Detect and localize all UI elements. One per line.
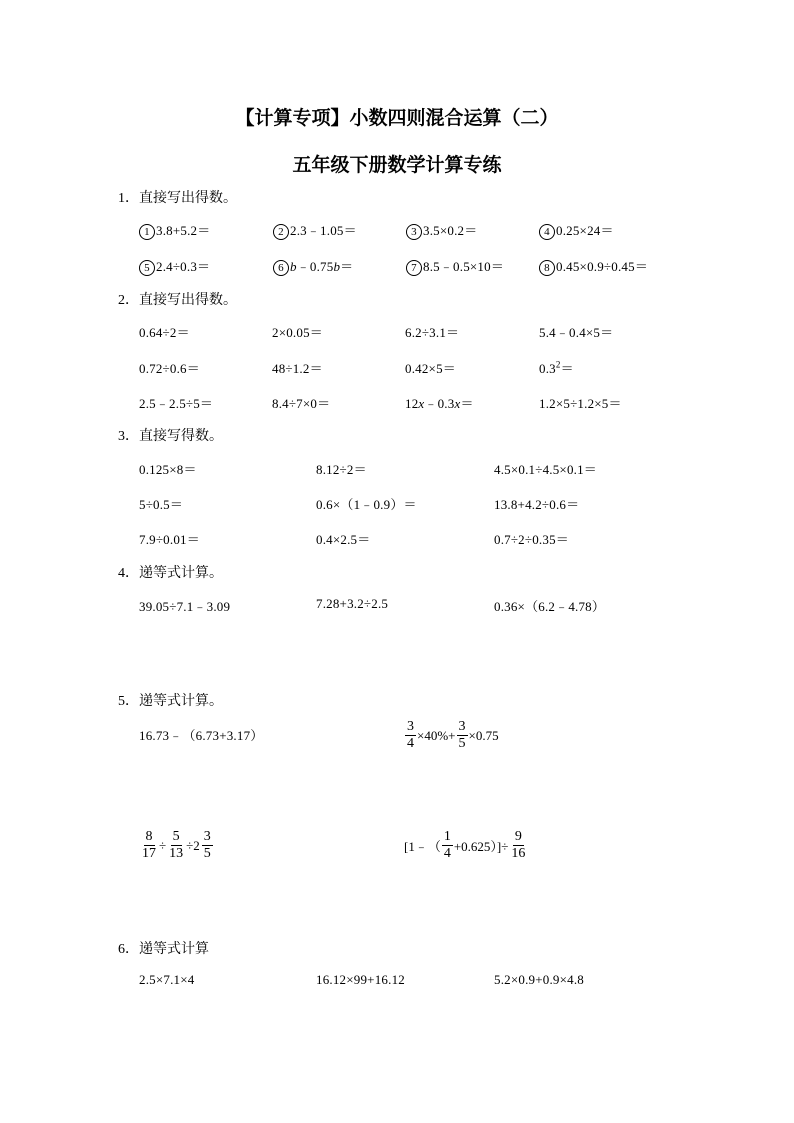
s3-item-6: 13.8+4.2÷0.6＝	[494, 497, 580, 512]
s6-item-2: 16.12×99+16.12	[316, 972, 405, 987]
s3-item-2: 8.12÷2＝	[316, 462, 367, 477]
s5-item-2	[404, 719, 499, 752]
s2-item-2: 2×0.05＝	[272, 325, 323, 340]
section-2-heading: 2．直接写出得数。	[118, 293, 237, 308]
s2-item-10: 8.4÷7×0＝	[272, 396, 331, 411]
fraction	[457, 719, 468, 752]
fraction	[140, 829, 158, 862]
operator-text: +0.625）]÷	[453, 839, 509, 854]
circled-number: 3	[406, 224, 422, 240]
s6-item-1: 2.5×7.1×4	[139, 972, 195, 987]
operator-text: ×0.75	[468, 727, 499, 743]
operator-text: ×40%+	[417, 727, 456, 743]
fraction-numerator: 1	[443, 829, 451, 844]
s1-item-5	[139, 256, 210, 276]
s1-item-2	[273, 220, 357, 240]
problem-text: 2.4÷0.3＝	[156, 259, 211, 274]
fraction	[442, 829, 453, 862]
fraction-denominator: 16	[511, 846, 526, 861]
circled-number: 8	[539, 260, 555, 276]
section-6-heading: 6．递等式计算	[118, 942, 209, 957]
operator-text: [1﹣（	[404, 839, 441, 854]
problem-text: 0.25×24＝	[556, 223, 614, 238]
mixed-number-whole: 2	[193, 837, 200, 853]
s4-item-3: 0.36×（6.2﹣4.78）	[494, 599, 606, 614]
fraction-denominator: 5	[203, 846, 211, 861]
s2-item-7: 0.42×5＝	[405, 361, 456, 376]
page-subtitle: 五年级下册数学计算专练	[292, 155, 502, 176]
fraction-denominator: 13	[169, 846, 184, 861]
fraction	[202, 829, 213, 862]
s3-item-5: 0.6×（1﹣0.9）＝	[316, 497, 417, 512]
fraction-numerator: 3	[203, 829, 211, 844]
page-title: 【计算专项】小数四则混合运算（二）	[235, 108, 559, 129]
section-1-heading: 1．直接写出得数。	[118, 191, 237, 206]
fraction-denominator: 4	[407, 736, 414, 751]
s3-item-1: 0.125×8＝	[139, 462, 197, 477]
circled-number: 6	[273, 260, 289, 276]
problem-text: 0.45×0.9÷0.45＝	[556, 259, 649, 274]
s2-item-4: 5.4﹣0.4×5＝	[539, 325, 614, 340]
variable-x: x	[454, 396, 461, 411]
problem-text: 8.5﹣0.5×10＝	[423, 259, 505, 274]
s2-item-3: 6.2÷3.1＝	[405, 325, 460, 340]
s1-item-3	[406, 220, 477, 240]
circled-number: 5	[139, 260, 155, 276]
s1-item-7	[406, 256, 504, 276]
fraction-numerator: 5	[172, 829, 180, 844]
s5-item-4	[404, 829, 528, 862]
fraction-denominator: 5	[458, 736, 466, 751]
s2-item-8	[539, 358, 574, 377]
s1-item-1	[139, 220, 210, 240]
s4-item-1: 39.05÷7.1﹣3.09	[139, 599, 231, 614]
circled-number: 7	[406, 260, 422, 276]
s3-item-3: 4.5×0.1÷4.5×0.1＝	[494, 462, 597, 477]
fraction-numerator: 9	[514, 829, 522, 844]
circled-number: 4	[539, 224, 555, 240]
s5-item-3	[139, 829, 214, 862]
s2-item-6: 48÷1.2＝	[272, 361, 323, 376]
s2-item-12: 1.2×5÷1.2×5＝	[539, 396, 622, 411]
s2-item-9: 2.5﹣2.5÷5＝	[139, 396, 214, 411]
power-exponent: 2	[555, 359, 561, 370]
equals-sign: ＝	[340, 259, 354, 274]
section-5-heading: 5．递等式计算。	[118, 694, 223, 709]
coefficient: 12	[405, 396, 419, 411]
s6-item-3: 5.2×0.9+0.9×4.8	[494, 972, 584, 987]
s5-item-1: 16.73﹣（6.73+3.17）	[139, 728, 264, 743]
s1-item-4	[539, 220, 614, 240]
circled-number: 2	[273, 224, 289, 240]
problem-text: 2.3﹣1.05＝	[290, 223, 357, 238]
problem-text: ﹣0.75	[296, 259, 334, 274]
s2-item-11	[405, 393, 474, 412]
problem-text: 3.5×0.2＝	[423, 223, 478, 238]
fraction-numerator: 3	[458, 719, 466, 734]
circled-number: 1	[139, 224, 155, 240]
coefficient: ﹣0.3	[424, 396, 455, 411]
s1-item-6	[273, 256, 353, 276]
s3-item-9: 0.7÷2÷0.35＝	[494, 532, 569, 547]
problem-text: 3.8+5.2＝	[156, 223, 211, 238]
fraction-denominator: 17	[142, 846, 156, 861]
variable-b: b	[290, 259, 297, 274]
fraction	[405, 719, 416, 752]
s2-item-1: 0.64÷2＝	[139, 325, 190, 340]
s3-item-7: 7.9÷0.01＝	[139, 532, 200, 547]
fraction	[167, 829, 185, 862]
variable-b: b	[333, 259, 341, 274]
section-3-heading: 3．直接写得数。	[118, 429, 223, 444]
s3-item-8: 0.4×2.5＝	[316, 532, 371, 547]
power-base: 0.3	[539, 361, 556, 376]
equals-sign: ＝	[560, 361, 574, 376]
operator-text: ÷	[186, 837, 194, 853]
variable-x: x	[418, 396, 425, 411]
fraction-numerator: 8	[145, 829, 153, 844]
equals-sign: ＝	[460, 396, 474, 411]
s3-item-4: 5÷0.5＝	[139, 497, 184, 512]
fraction	[509, 829, 527, 862]
s1-item-8	[539, 256, 648, 276]
fraction-denominator: 4	[443, 846, 451, 861]
s2-item-5: 0.72÷0.6＝	[139, 361, 200, 376]
s4-item-2: 7.28+3.2÷2.5	[316, 596, 389, 611]
operator-text: ÷	[159, 837, 167, 853]
section-4-heading: 4．递等式计算。	[118, 566, 223, 581]
fraction-numerator: 3	[407, 719, 414, 734]
